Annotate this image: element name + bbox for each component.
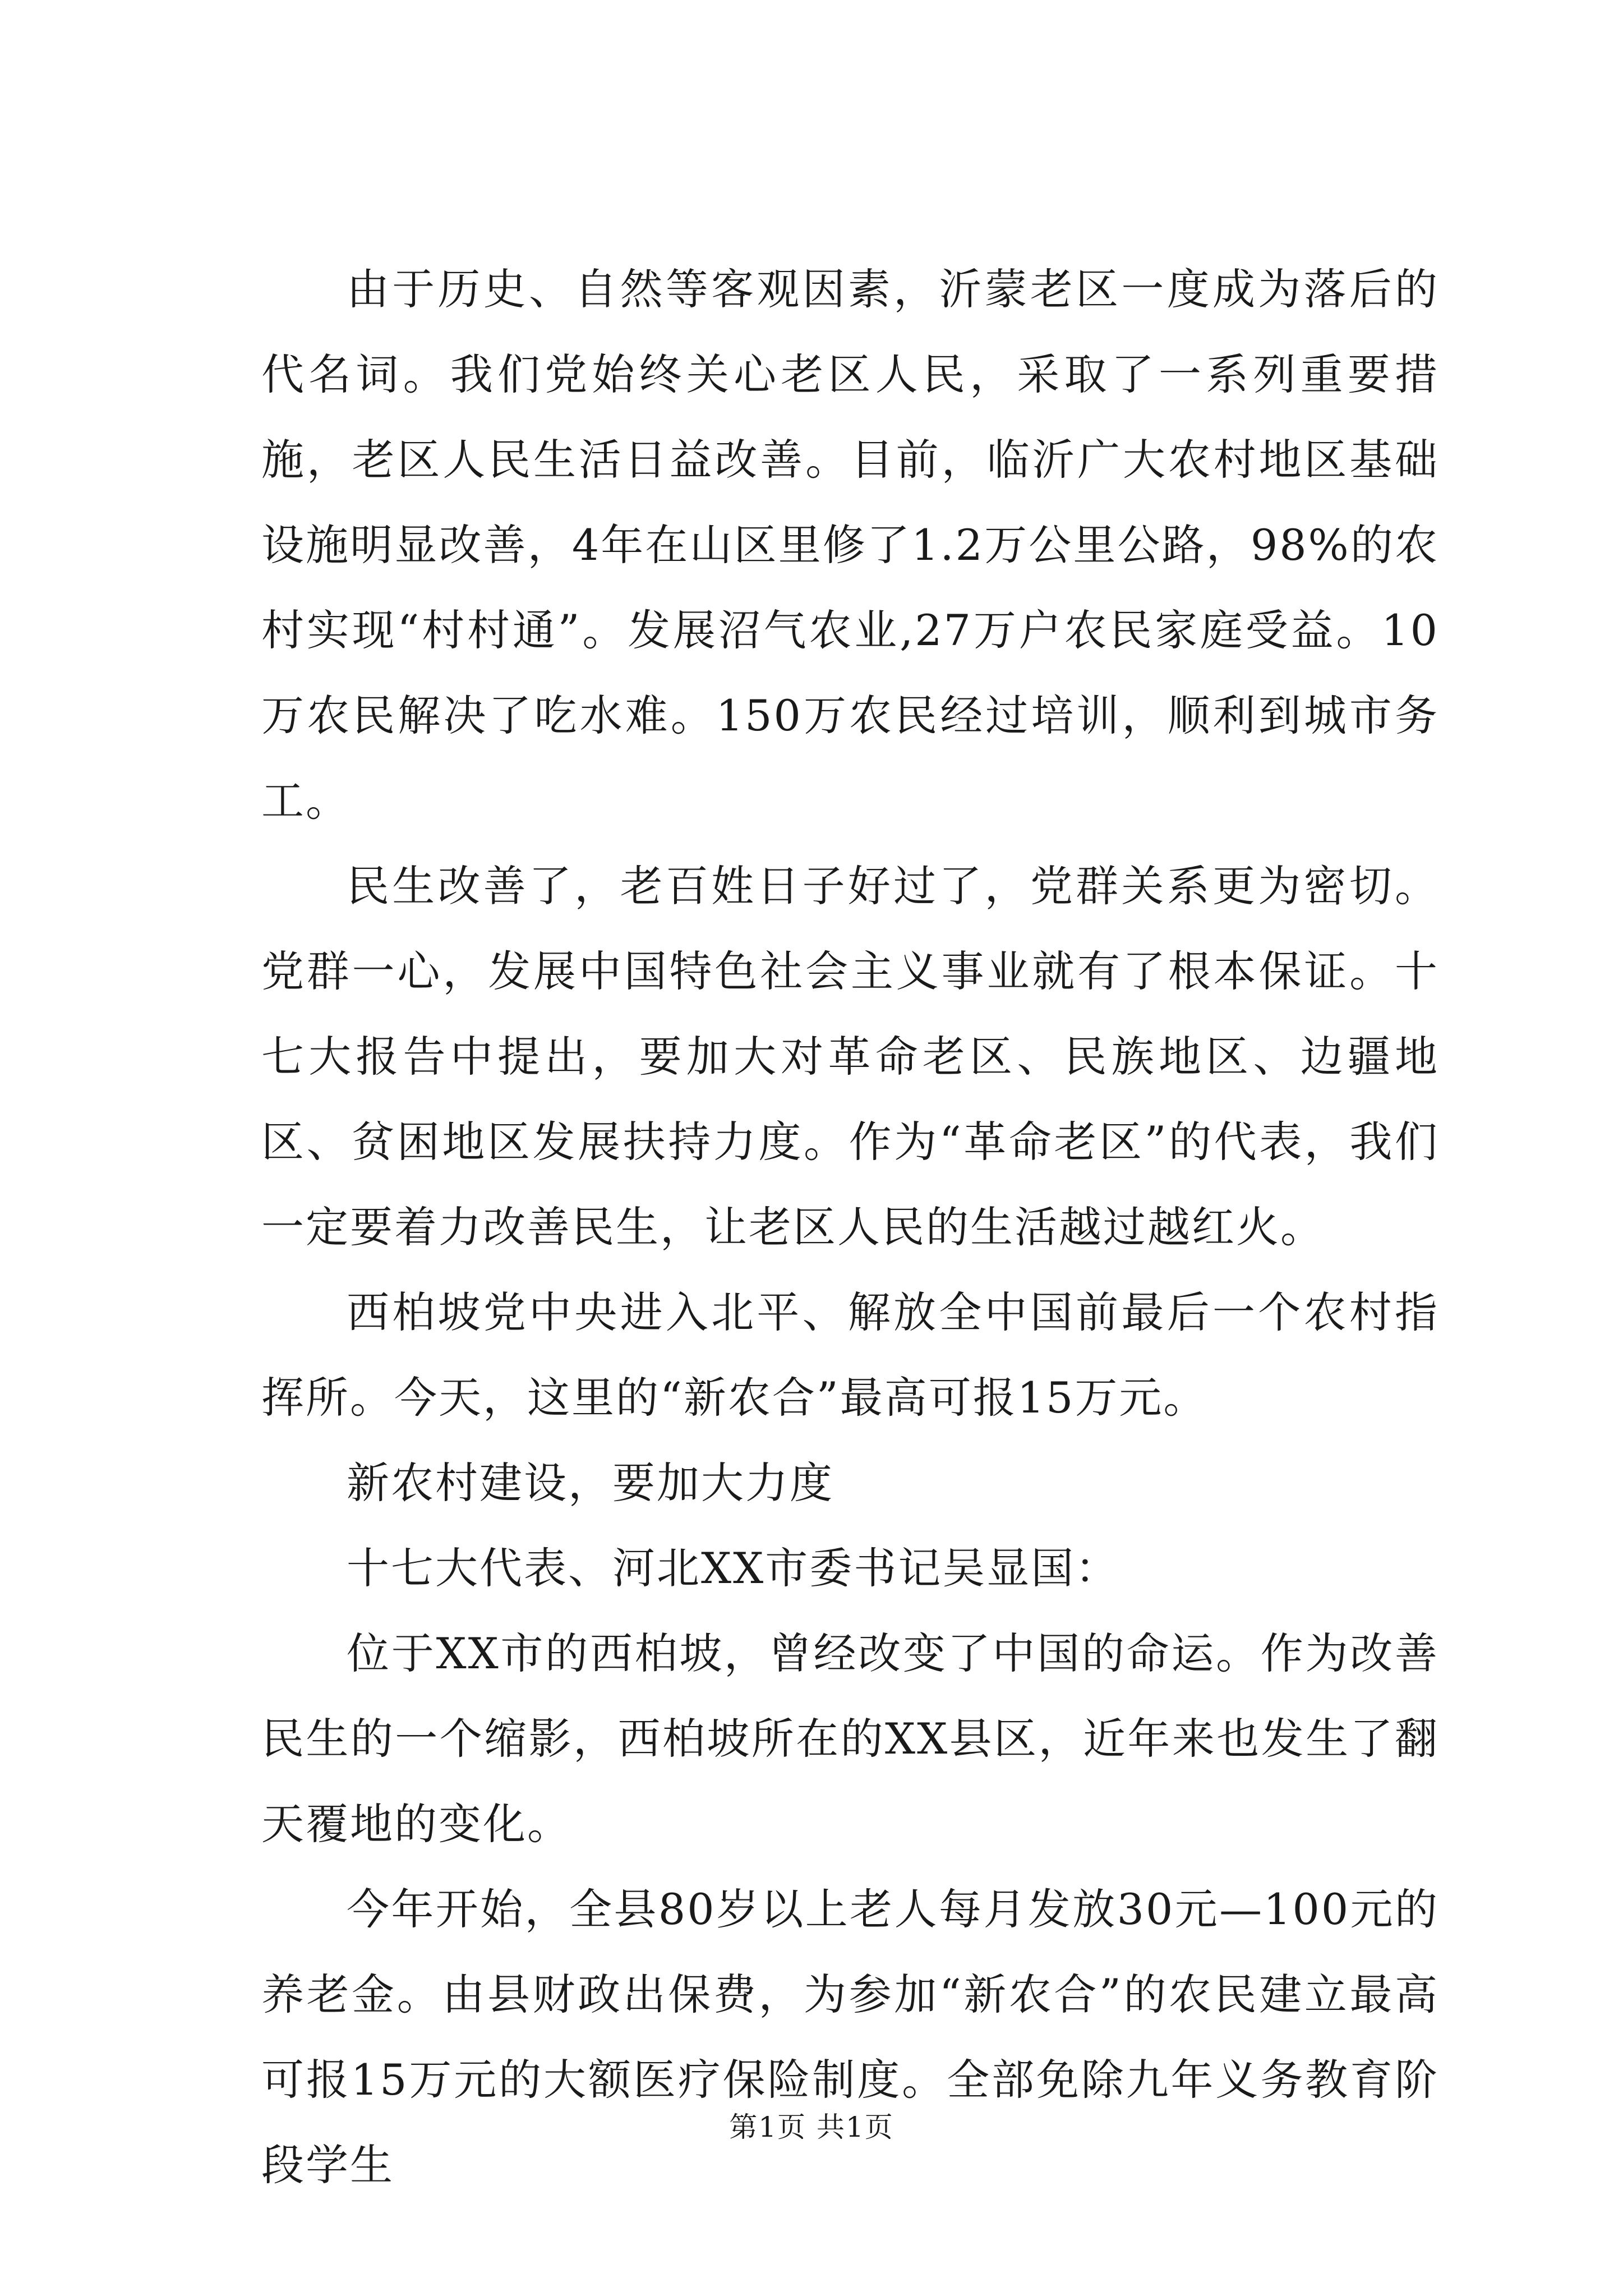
document-body	[261, 247, 1439, 2208]
paragraph-4: 位于XX市的西柏坡，曾经改变了中国的命运。作为改善民生的一个缩影，西柏坡所在的XX县区，近年来也发生了翻天覆地的变化。	[261, 1628, 1439, 1849]
page-footer: 第1页 共1页	[729, 2111, 894, 2143]
paragraph-5: 今年开始，全县80岁以上老人每月发放30元—100元的养老金。由县财政出保费，为参加“新农合”的农民建立最高可报15万元的大额医疗保险制度。全部免除九年义务教育阶段学生	[261, 1884, 1439, 2190]
speaker-line: 十七大代表、河北XX市委书记吴显国：	[347, 1543, 1120, 1593]
paragraph-3: 西柏坡党中央进入北平、解放全中国前最后一个农村指挥所。今天，这里的“新农合”最高可报15万元。	[261, 1287, 1439, 1423]
section-heading: 新农村建设，要加大力度	[347, 1458, 834, 1508]
paragraph-1: 由于历史、自然等客观因素，沂蒙老区一度成为落后的代名词。我们党始终关心老区人民，采取了一系列重要措施，老区人民生活日益改善。目前，临沂广大农村地区基础设施明显改善，4年在山区里修了1.2万公里公路，98%的农村实现“村村通”。发展沼气农业,27万户农民家庭受益。10万农民解决了吃水难。150万农民经过培训，顺利到城市务工。	[261, 264, 1439, 826]
paragraph-2: 民生改善了，老百姓日子好过了，党群关系更为密切。党群一心，发展中国特色社会主义事业就有了根本保证。十七大报告中提出，要加大对革命老区、民族地区、边疆地区、贫困地区发展扶持力度。作为“革命老区”的代表，我们一定要着力改善民生，让老区人民的生活越过越红火。	[261, 861, 1439, 1252]
